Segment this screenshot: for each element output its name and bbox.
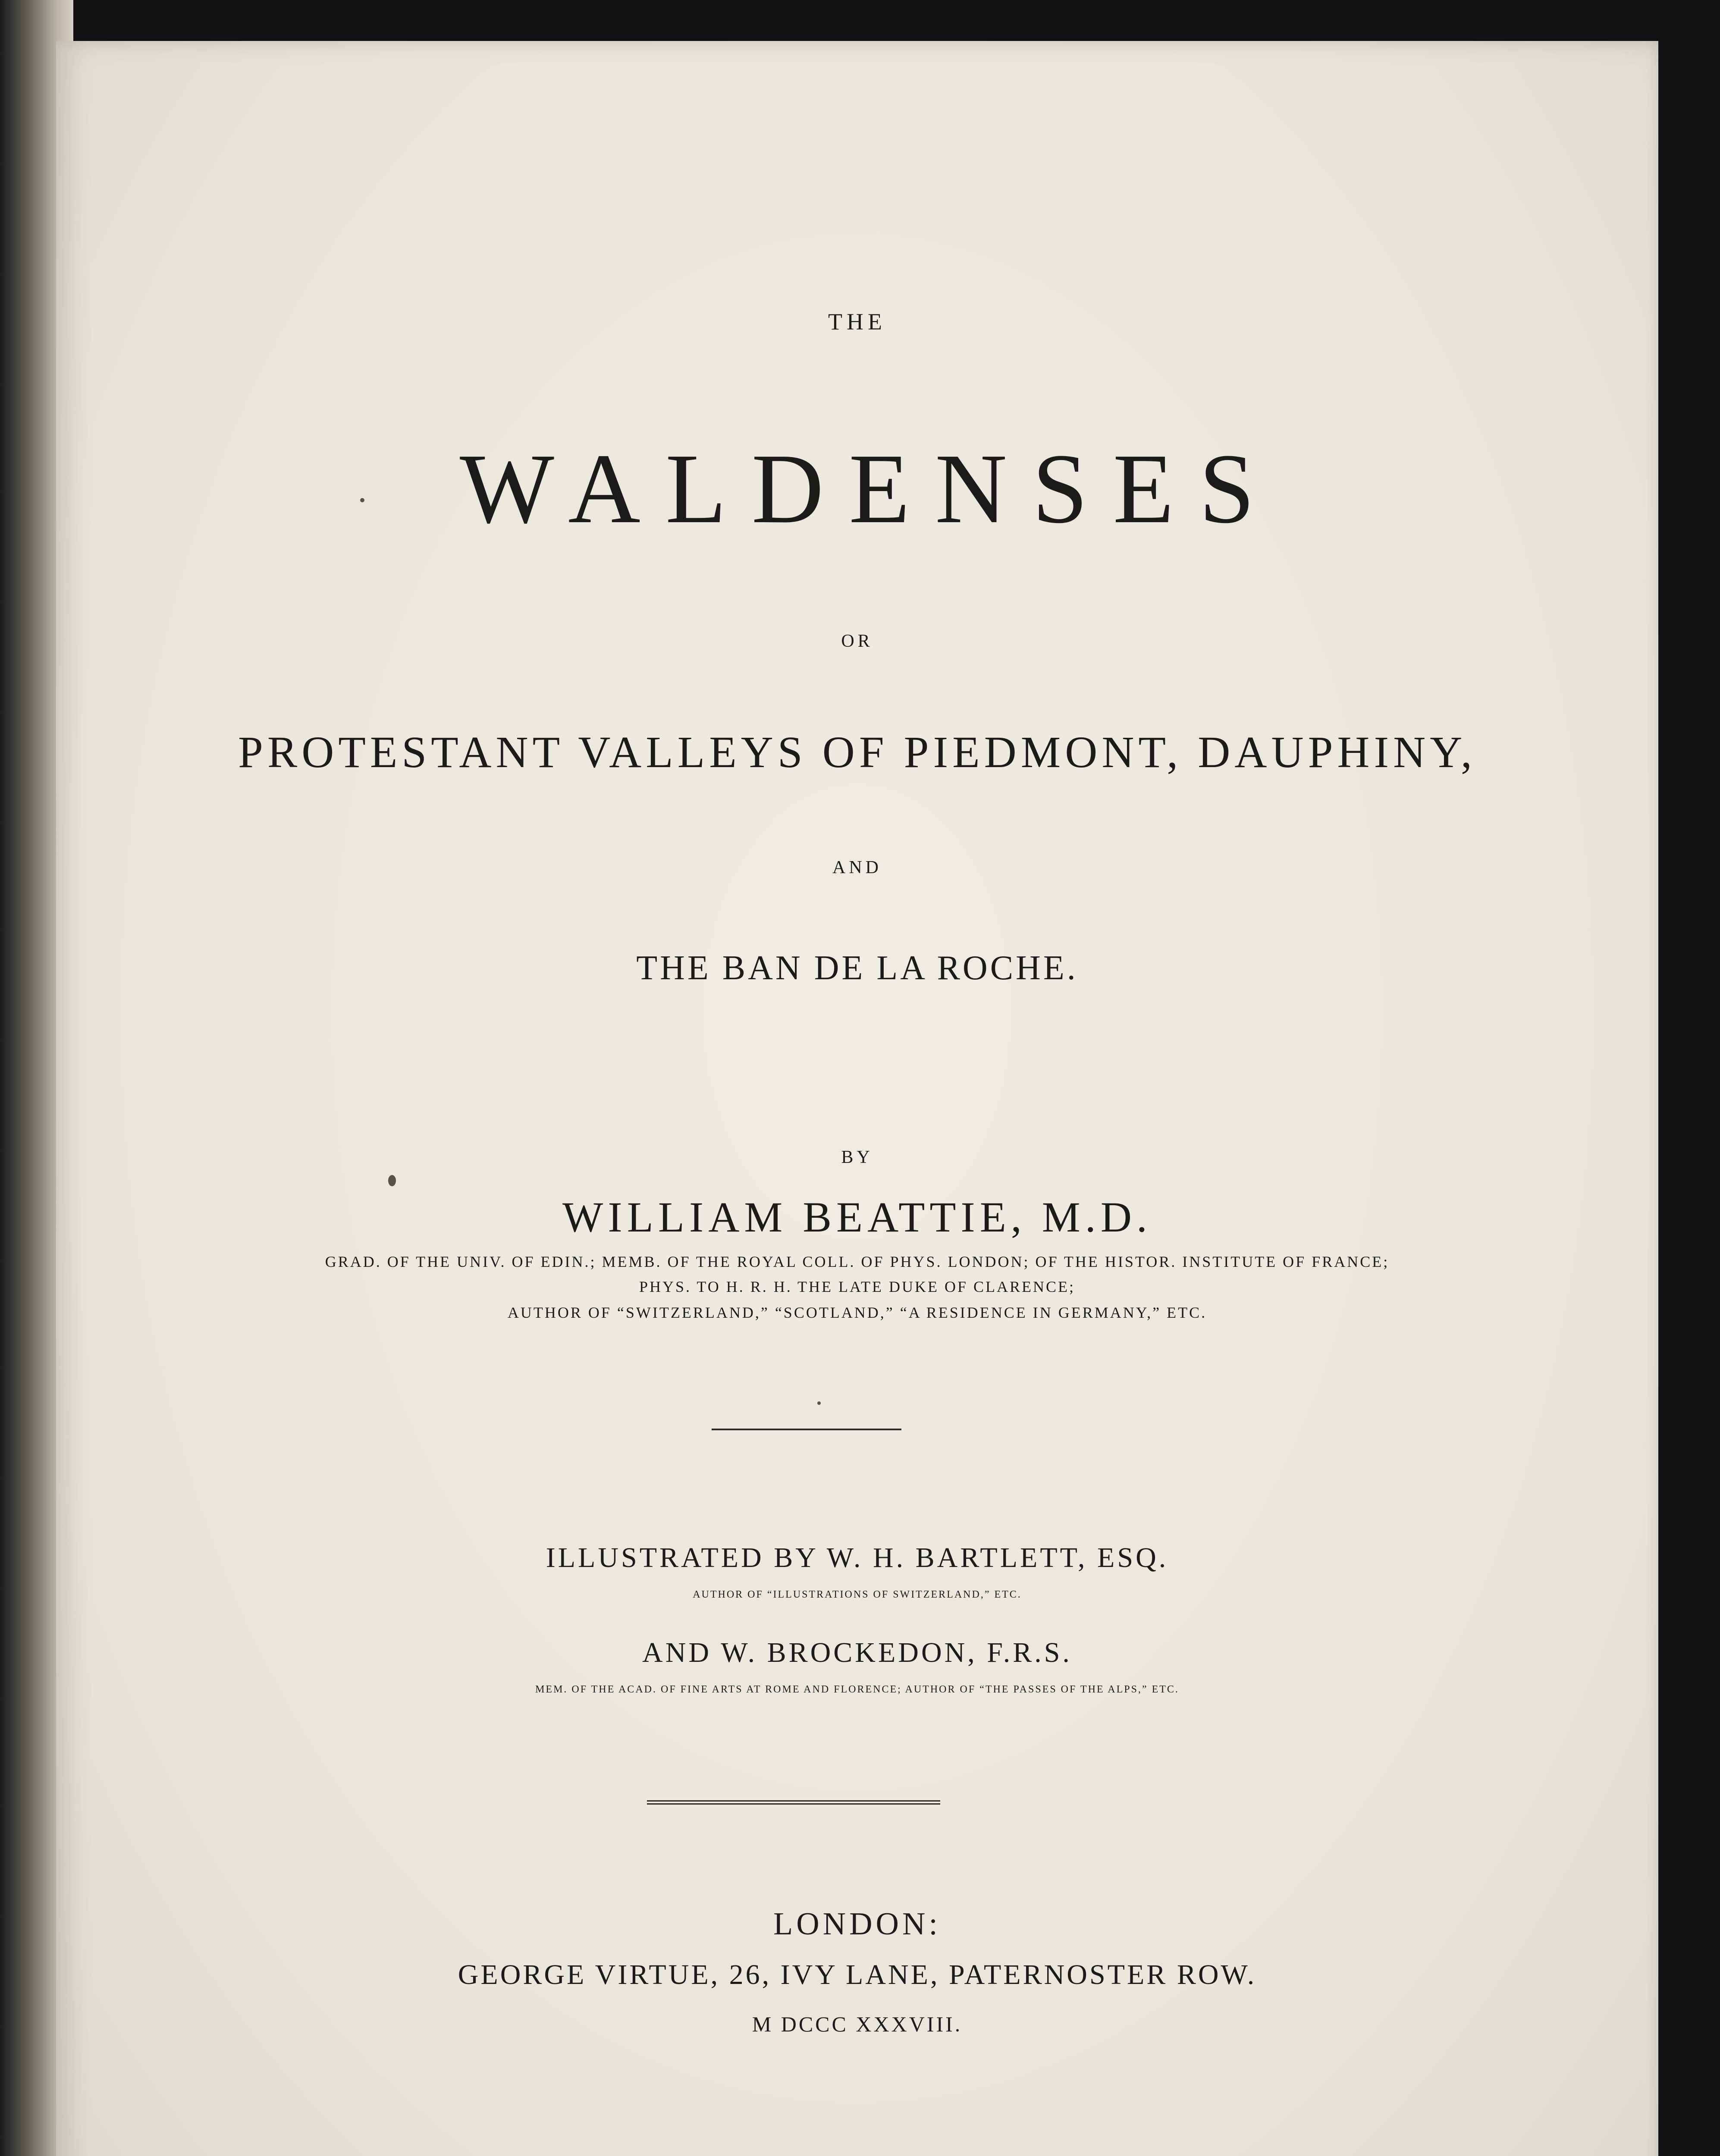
imprint-year: M DCCC XXXVIII. [752,2012,963,2036]
divider-rule [712,1429,901,1430]
paper-speck [817,1401,821,1405]
book-subtitle-2: THE BAN DE LA ROCHE. [636,949,1078,987]
imprint-place: LONDON: [773,1906,941,1942]
title-conjunction-and: AND [832,858,882,877]
illustrator-2-note: MEM. OF THE ACAD. OF FINE ARTS AT ROME AND FLORENCE; AUTHOR OF “THE PASSES OF THE ALPS,” ETC. [535,1684,1179,1695]
author-name: WILLIAM BEATTIE, M.D. [562,1193,1152,1241]
title-article: THE [828,309,886,335]
title-page [56,41,1658,2156]
author-credentials-line: PHYS. TO H. R. H. THE LATE DUKE OF CLARENCE; [639,1278,1076,1295]
illustrator-1: ILLUSTRATED BY W. H. BARTLETT, ESQ. [546,1542,1169,1573]
book-title: WALDENSES [459,433,1280,544]
by-label: BY [841,1147,873,1167]
illustrator-1-note: AUTHOR OF “ILLUSTRATIONS OF SWITZERLAND,” ETC. [693,1589,1022,1600]
title-conjunction-or: OR [841,631,873,651]
author-credentials-line: GRAD. OF THE UNIV. OF EDIN.; MEMB. OF THE ROYAL COLL. OF PHYS. LONDON; OF THE HISTOR. INSTITUTE OF FRANCE; [325,1253,1390,1270]
paper-speck [360,498,364,502]
author-credentials-line: AUTHOR OF “SWITZERLAND,” “SCOTLAND,” “A RESIDENCE IN GERMANY,” ETC. [507,1304,1207,1321]
double-divider-rule [647,1800,940,1805]
illustrator-2: AND W. BROCKEDON, F.R.S. [642,1637,1072,1668]
imprint-publisher: GEORGE VIRTUE, 26, IVY LANE, PATERNOSTER ROW. [458,1959,1257,1990]
paper-speck [388,1175,396,1186]
book-subtitle: PROTESTANT VALLEYS OF PIEDMONT, DAUPHINY, [238,727,1476,777]
